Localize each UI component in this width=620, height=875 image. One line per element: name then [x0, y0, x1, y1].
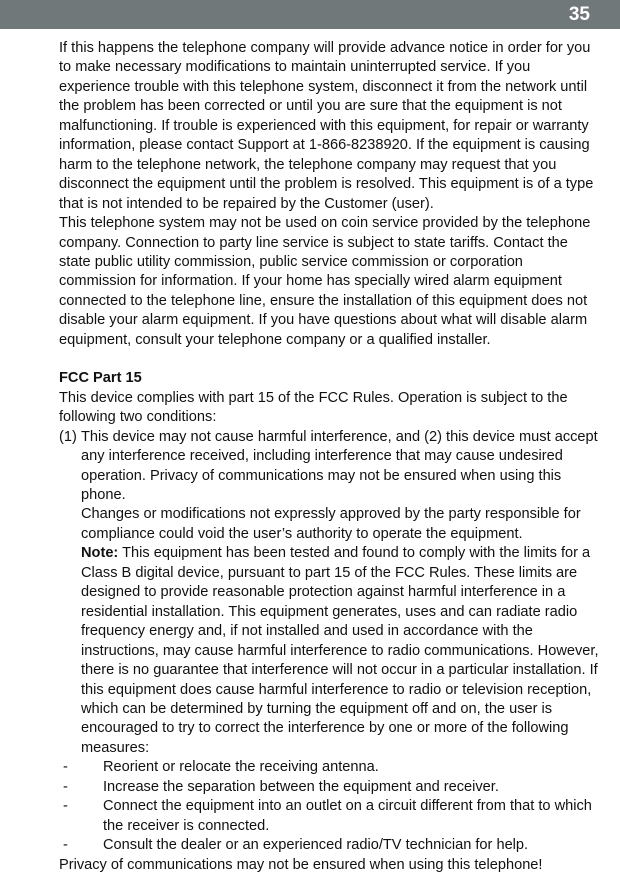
- note-text: This equipment has been tested and found to comply with the limits for a Class B digital device, pursuant to part 15 of the FCC Rules. These limits are designed to provide reasonable protection against harmful interference in a residential installation. This equipment generates, uses and can radiate radio frequency energy and, if not installed and used in accordance with the instructions, may cause harmful interference to radio communications. However, there is no guarantee that interference will not occur in a particular installation. If this equipment does cause harmful interference to radio or television reception, which can be determined by turning the equipment off and on, the user is encouraged to try to correct the interference by one or more of the following measures:: [81, 545, 599, 756]
- section-spacer: [59, 350, 599, 369]
- measure-text: Reorient or relocate the receiving antenna.: [103, 759, 379, 776]
- measures-list: [59, 758, 599, 855]
- fcc-condition-item: [59, 428, 599, 759]
- condition-text: This device may not cause harmful interference, and (2) this device must accept any interference received, including interference that may cause undesired operation. Privacy of communications may not be ensured when using this phone.: [81, 428, 598, 503]
- note-label: Note:: [81, 545, 119, 562]
- measure-text: Increase the separation between the equipment and receiver.: [103, 778, 499, 795]
- paragraph-repair-notice: If this happens the telephone company will provide advance notice in order for you to make necessary modifications to maintain uninterrupted service. If you experience trouble with this telephone system, disconnect it from the network until the problem has been corrected or until you are sure that the equipment is not malfunctioning. If trouble is experienced with this equipment, for repair or warranty information, please contact Support at 1-866-8238920. If the equipment is causing harm to the telephone network, the telephone company may request that you disconnect the equipment until the problem is resolved. This equipment is of a type that is not intended to be repaired by the Customer (user).: [59, 40, 594, 212]
- fcc-intro: This device complies with part 15 of the FCC Rules. Operation is subject to the following two conditions:: [59, 389, 568, 426]
- page-number: 35: [568, 4, 590, 25]
- section-heading-fcc: FCC Part 15: [59, 370, 142, 387]
- paragraph-coin-service: This telephone system may not be used on coin service provided by the telephone company. Connection to party line service is subject to state tariffs. Contact the state public utility commission, public service commission or corporation commission for information. If your home has specially wired alarm equipment connected to the telephone line, ensure the installation of this equipment does not disable your alarm equipment. If you have questions about what will disable alarm equipment, consult your telephone company or a qualified installer.: [59, 215, 591, 348]
- dash-bullet: -: [63, 798, 68, 815]
- condition-number: (1): [59, 428, 77, 445]
- document-body: [59, 39, 599, 875]
- page-header-bar: [0, 0, 620, 29]
- dash-bullet: -: [63, 759, 68, 776]
- list-item: [59, 797, 599, 836]
- list-item: [59, 758, 599, 777]
- closing-privacy-notice: Privacy of communications may not be ensured when using this telephone!: [59, 856, 543, 873]
- note-paragraph: [81, 544, 599, 758]
- dash-bullet: -: [63, 837, 68, 854]
- list-item: [59, 836, 599, 855]
- changes-text: Changes or modifications not expressly approved by the party responsible for compliance could void the user’s authority to operate the equipment.: [81, 506, 581, 542]
- measure-text: Consult the dealer or an experienced radio/TV technician for help.: [103, 837, 529, 854]
- dash-bullet: -: [63, 778, 68, 795]
- list-item: [59, 778, 599, 797]
- measure-text: Connect the equipment into an outlet on a circuit different from that to which the receiver is connected.: [103, 798, 592, 834]
